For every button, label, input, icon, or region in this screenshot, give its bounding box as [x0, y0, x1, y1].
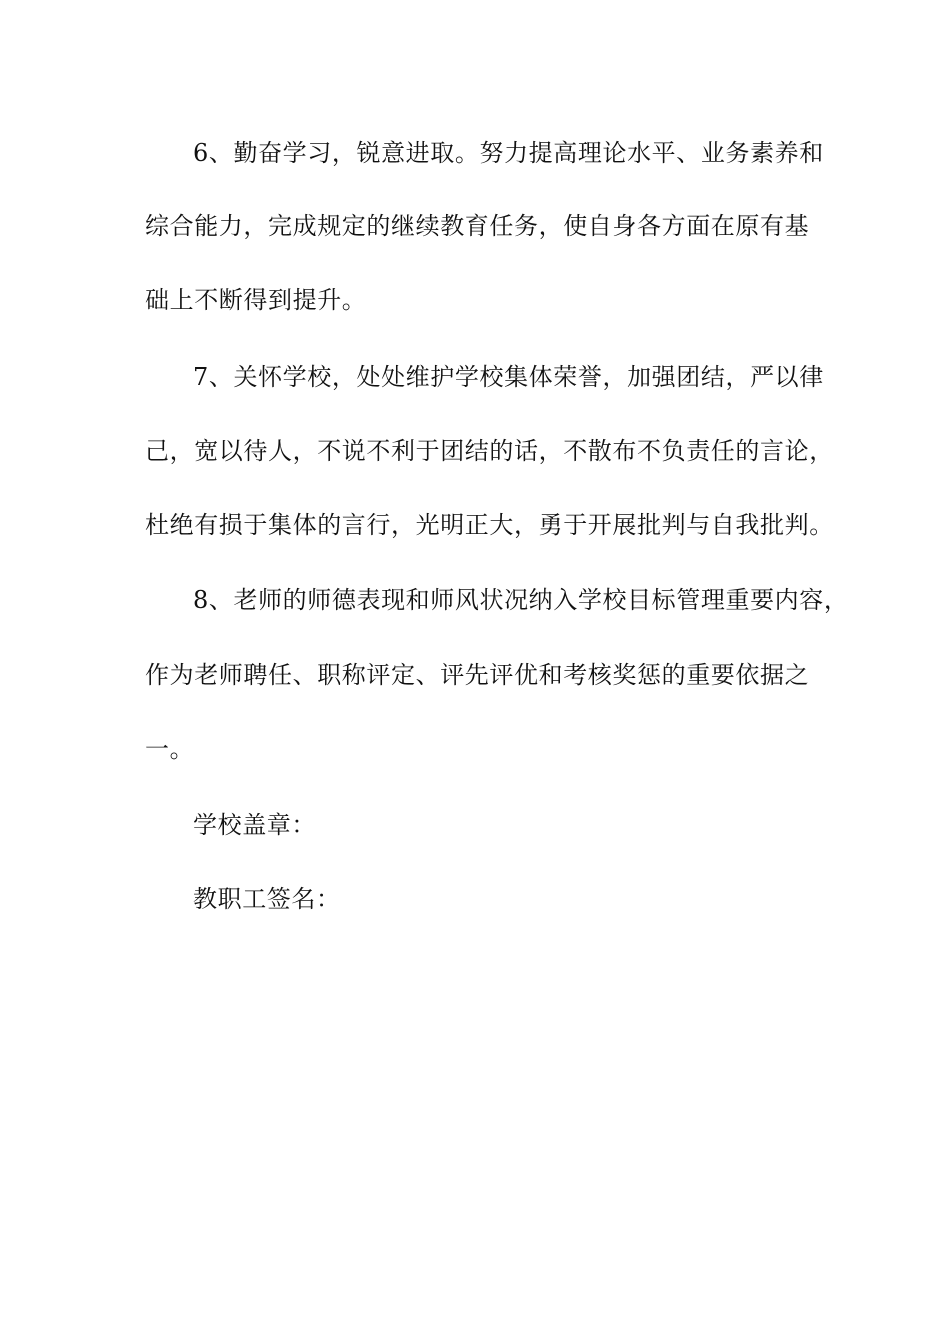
paragraph-6-line-3: 础上不断得到提升。: [145, 286, 367, 314]
paragraph-7-line-3: 杜绝有损于集体的言行，光明正大，勇于开展批判与自我批判。: [145, 511, 834, 539]
paragraph-6-line-1: 6、勤奋学习，锐意进取。努力提高理论水平、业务素养和: [193, 139, 824, 167]
paragraph-8-line-1: 8、老师的师德表现和师风状况纳入学校目标管理重要内容，: [193, 586, 849, 614]
paragraph-8-line-2: 作为老师聘任、职称评定、评先评优和考核奖惩的重要依据之: [145, 661, 810, 689]
paragraph-7-line-2: 己，宽以待人，不说不利于团结的话，不散布不负责任的言论，: [145, 437, 834, 465]
school-seal-label: 学校盖章：: [193, 811, 316, 839]
staff-signature-label: 教职工签名：: [193, 885, 341, 913]
paragraph-8-line-3: 一。: [145, 735, 195, 763]
paragraph-6-line-2: 综合能力，完成规定的继续教育任务，使自身各方面在原有基: [145, 212, 810, 240]
paragraph-7-line-1: 7、关怀学校，处处维护学校集体荣誉，加强团结，严以律: [193, 363, 824, 391]
